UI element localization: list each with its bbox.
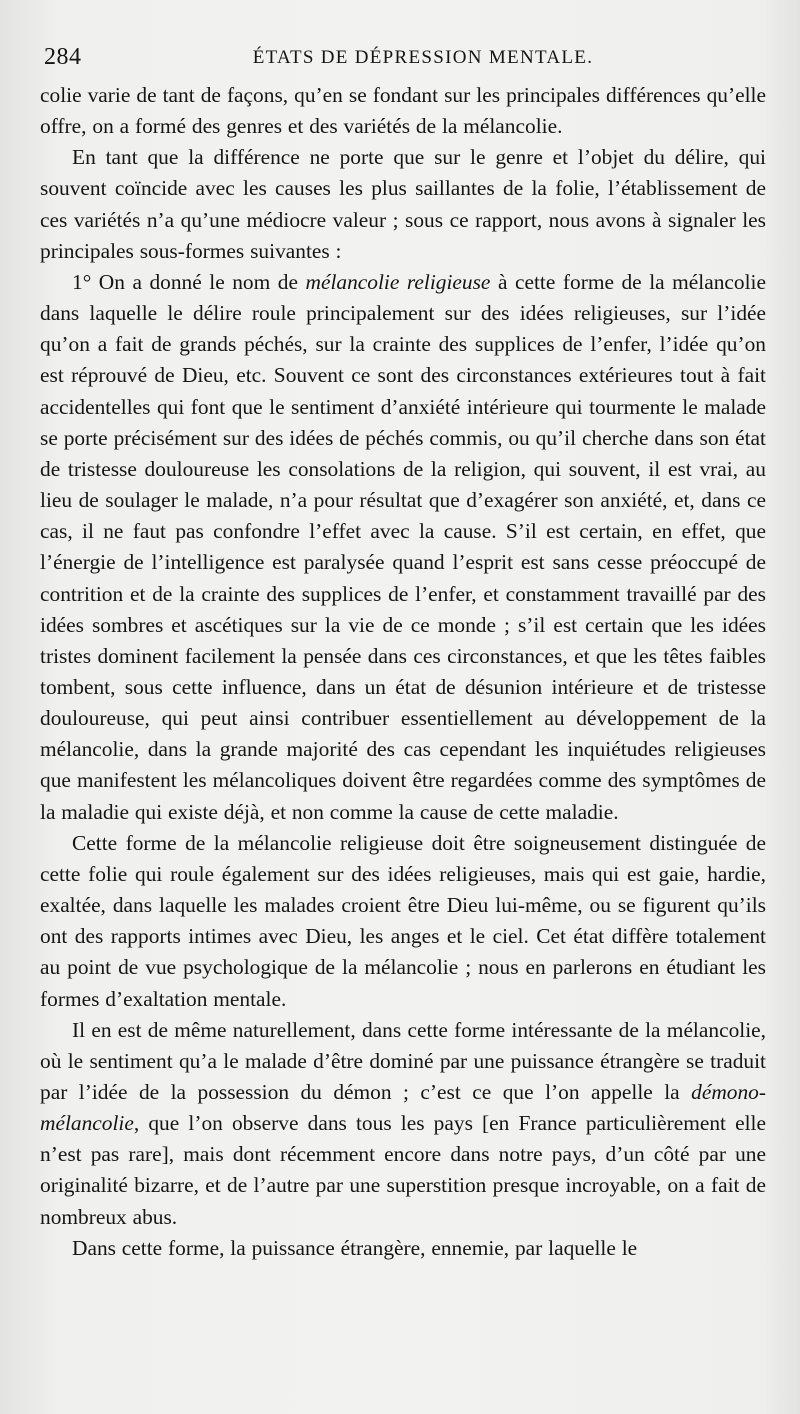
paragraph-p1 [40, 80, 766, 142]
paragraph-text: Dans cette forme, la puissance étrangère, ennemie, par laquelle le [72, 1235, 638, 1260]
paragraph-p4 [40, 828, 766, 1015]
paragraph-p5 [40, 1015, 766, 1233]
running-head [40, 36, 766, 80]
paragraph-text: à cette forme de la mélancolie dans laquelle le délire roule principalement sur des idées religieuses, sur l’idée qu’on a fait de grands péchés, sur la crainte des supplices de l’enfer, l’idée qu’on est réprouvé de Dieu, etc. Souvent ce sont des circonstances extérieures tout à fait accidentelles qui font que le sentiment d’anxiété intérieure qui tourmente le malade se porte précisément sur des idées de péchés commis, ou qu’il cherche dans son état de tristesse douloureuse les consolations de la religion, qui souvent, il est vrai, au lieu de soulager le malade, n’a pour résultat que d’exagérer son anxiété, et, dans ce cas, il ne faut pas confondre l’effet avec la cause. S’il est certain, en effet, que l’énergie de l’intelligence est paralysée quand l’esprit est sans cesse préoccupé de contrition et de la crainte des supplices de l’enfer, et constamment travaillé par des idées sombres et ascétiques sur la vie de ce monde ; s’il est certain que les idées tristes dominent facilement la pensée dans ces circonstances, et que les têtes faibles tombent, sous cette influence, dans un état de désunion intérieure et de tristesse douloureuse, qui peut ainsi contribuer essentiellement au développement de la mélancolie, dans la grande majorité des cas cependant les inquiétudes religieuses que manifestent les mélancoliques doivent être regardées comme des symptômes de la maladie qui existe déjà, et non comme la cause de cette maladie. [40, 269, 766, 824]
paragraph-text: 1° On a donné le nom de [72, 269, 306, 294]
paragraph-text: colie varie de tant de façons, qu’en se fondant sur les principales différences qu’elle offre, on a formé des genres et des variétés de la mélancolie. [40, 83, 766, 139]
italic-term: mélancolie religieuse [305, 269, 491, 294]
paragraph-text: Il en est de même naturellement, dans cette forme intéressante de la mélancolie, où le sentiment qu’a le malade d’être dominé par une puissance étrangère se traduit par l’idée de la possession du démon ; c’est ce que l’on appelle la [40, 1017, 766, 1104]
paragraph-text: En tant que la différence ne porte que sur le genre et l’objet du délire, qui souvent coïncide avec les causes les plus saillantes de la folie, l’établissement de ces variétés n’a qu’une médiocre valeur ; sous ce rapport, nous avons à signaler les principales sous-formes suivantes : [40, 145, 766, 263]
body-text [40, 80, 766, 1264]
italic-term: démono-mélancolie [40, 1080, 766, 1136]
paragraph-p3 [40, 267, 766, 828]
paragraph-p2 [40, 142, 766, 267]
paragraph-text: , que l’on observe dans tous les pays [en France particulièrement elle n’est pas rare], mais dont récemment encore dans notre pays, d’un côté par une originalité bizarre, et de l’autre par une superstition presque incroyable, on a fait de nombreux abus. [40, 1111, 766, 1229]
paragraph-text: Cette forme de la mélancolie religieuse doit être soigneusement distinguée de cette folie qui roule également sur des idées religieuses, mais qui est gaie, hardie, exaltée, dans laquelle les malades croient être Dieu lui-même, ou se figurent qu’ils ont des rapports intimes avec Dieu, les anges et le ciel. Cet état diffère totalement au point de vue psychologique de la mélancolie ; nous en parlerons en étudiant les formes d’exaltation mentale. [40, 830, 766, 1011]
running-title: ÉTATS DE DÉPRESSION MENTALE. [252, 47, 594, 68]
paragraph-p6 [40, 1233, 766, 1264]
page-number: 284 [44, 44, 82, 70]
